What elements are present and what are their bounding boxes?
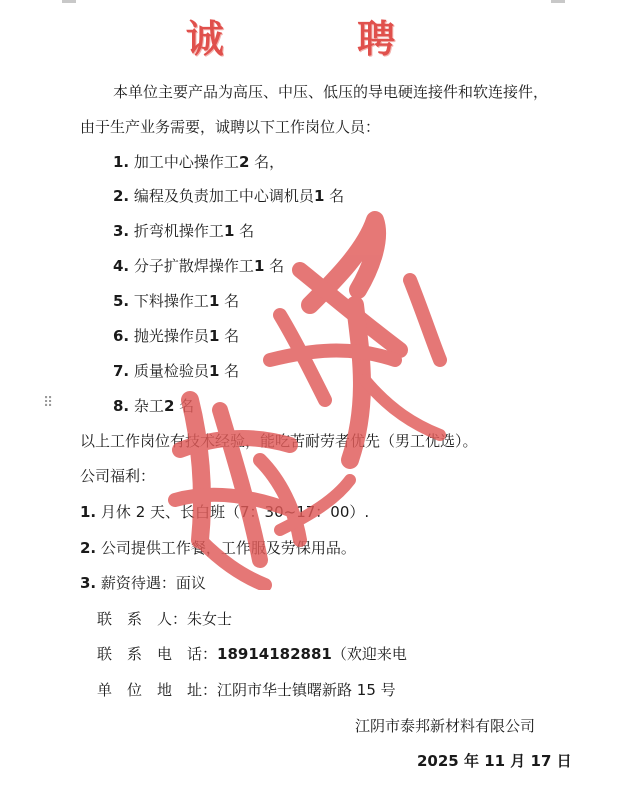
contact-address: 单 位 地 址：江阴市华士镇曙新路 15 号 [97,681,396,699]
benefit-item: 2. 公司提供工作餐，工作服及劳保用品。 [80,539,356,557]
intro-line-2: 由于生产业务需要，诚聘以下工作岗位人员： [80,118,381,136]
issue-date: 2025 年 11 月 17 日 [417,752,572,770]
position-item: 7. 质量检验员1 名 [113,362,240,380]
corner-mark-right [551,0,565,3]
position-item: 5. 下料操作工1 名 [113,292,240,310]
position-item: 1. 加工中心操作工2 名， [113,153,285,171]
contact-person: 联 系 人：朱女士 [97,610,233,628]
intro-line-1: 本单位主要产品为高压、中压、低压的导电硬连接件和软连接件， [113,83,549,101]
benefit-item: 1. 月休 2 天、长白班（7：30~17：00）. [80,503,370,521]
company-name: 江阴市泰邦新材料有限公司 [355,717,536,735]
position-item: 6. 抛光操作员1 名 [113,327,240,345]
position-item: 8. 杂工2 名 [113,397,195,415]
position-item: 3. 折弯机操作工1 名 [113,222,255,240]
corner-mark-left [62,0,76,3]
benefits-heading: 公司福利： [80,467,156,485]
position-item: 4. 分子扩散焊操作工1 名 [113,257,285,275]
page-title: 诚 聘 [185,17,456,61]
position-item: 2. 编程及负责加工中心调机员1 名 [113,187,345,205]
priority-note: 以上工作岗位有技术经验，能吃苦耐劳者优先（男工优选）。 [80,432,478,450]
contact-phone: 联 系 电 话：18914182881（欢迎来电 [97,645,407,663]
drag-handle-icon[interactable]: ⠿ [43,395,54,411]
benefit-item: 3. 薪资待遇：面议 [80,574,206,592]
